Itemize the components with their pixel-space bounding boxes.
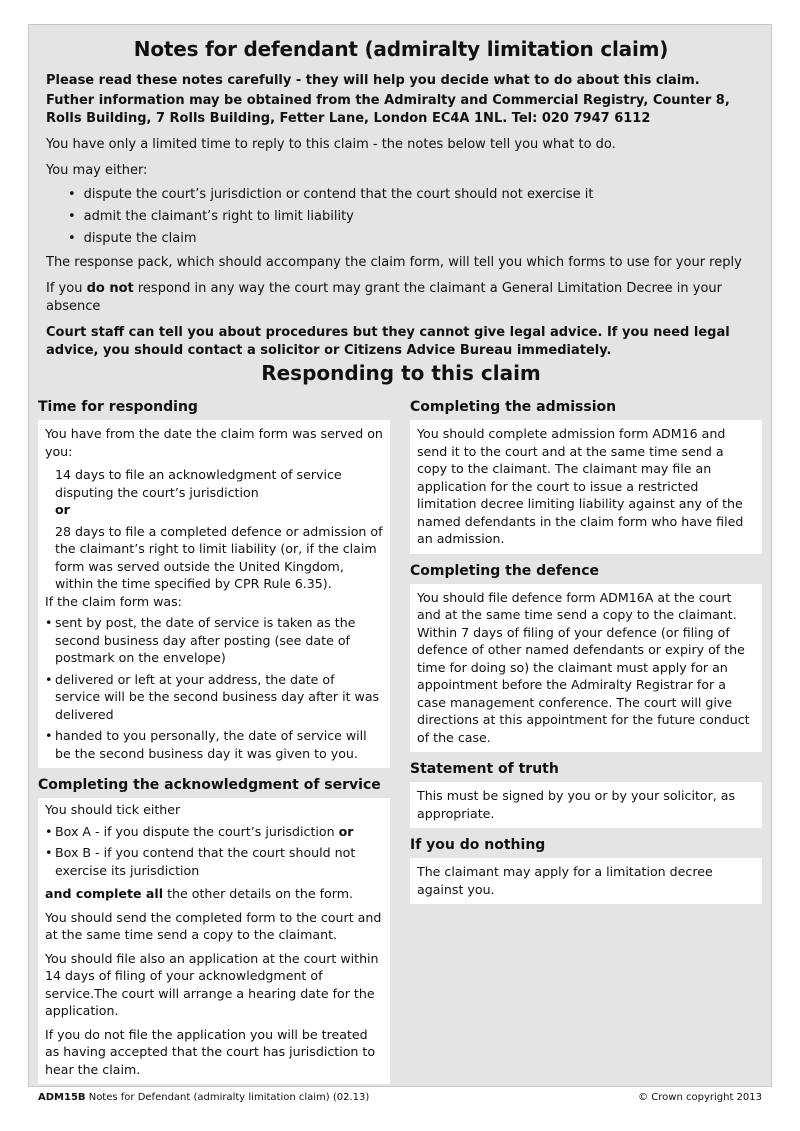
- defence-heading: Completing the defence: [410, 562, 600, 579]
- left-column: [38, 398, 390, 1092]
- further-info-text: Futher information may be obtained from the Admiralty and Commercial Registry, Counter 8, Rolls Building, 7 Rolls Building, Fetter Lane, London EC4A 1NL. Tel: 020 7947 6112: [46, 93, 730, 126]
- time-for-responding-heading: Time for responding: [38, 399, 198, 415]
- acknowledgment-box: [38, 798, 390, 1084]
- do-not-rest-text: respond in any way the court may grant the claimant a General Limitation Decree in your absence: [46, 281, 722, 314]
- right-column: [410, 398, 762, 912]
- read-notes-text: Please read these notes carefully - they will help you decide what to do about this claim.: [46, 73, 700, 88]
- service-method-item: • handed to you personally, the date of service will be the second business day it was given to you.: [45, 727, 383, 762]
- may-either-text: You may either:: [46, 163, 148, 178]
- box-options-list: [45, 823, 383, 880]
- if-you-text: If you: [46, 281, 87, 296]
- form-reference: [38, 1092, 369, 1103]
- copyright: © Crown copyright 2013: [638, 1092, 762, 1103]
- time-lead-text: You have from the date the claim form was served on you:: [45, 426, 383, 459]
- complete-all-text: [45, 885, 383, 903]
- send-form-text: You should send the completed form to the court and at the same time send a copy to the claimant.: [45, 909, 382, 942]
- options-list: [68, 186, 758, 248]
- response-pack-text: The response pack, which should accompany the claim form, will tell you which forms to use for your reply: [46, 255, 742, 270]
- option-item: • admit the claimant’s right to limit liability: [68, 208, 758, 226]
- do-nothing-box: [410, 858, 762, 904]
- statement-of-truth-text: This must be signed by you or by your solicitor, as appropriate.: [417, 788, 736, 821]
- defence-box: [410, 584, 762, 753]
- intro-section: [46, 72, 758, 368]
- admission-heading: Completing the admission: [410, 399, 617, 415]
- other-details-text: the other details on the form.: [163, 886, 353, 901]
- limited-time-text: You have only a limited time to reply to this claim - the notes below tell you what to do.: [46, 137, 616, 152]
- service-method-item: • delivered or left at your address, the date of service will be the second business day after it was delivered: [45, 671, 383, 724]
- responding-title: Responding to this claim: [261, 361, 541, 385]
- form-code: ADM15B: [38, 1092, 86, 1103]
- tick-either-text: You should tick either: [45, 802, 181, 817]
- statement-of-truth-box: [410, 782, 762, 828]
- box-b-item: • Box B - if you contend that the court should not exercise its jurisdiction: [45, 844, 383, 879]
- page-title: Notes for defendant (admiralty limitation claim): [133, 37, 669, 61]
- form-name: Notes for Defendant (admiralty limitation claim) (02.13): [85, 1092, 370, 1103]
- do-not-respond-text: [46, 280, 758, 316]
- box-a-item: [45, 823, 383, 841]
- legal-advice-text: Court staff can tell you about procedures but they cannot give legal advice. If you need legal advice, you should contact a solicitor or Citizens Advice Bureau immediately.: [46, 325, 730, 358]
- option-item: • dispute the court’s jurisdiction or contend that the court should not exercise it: [68, 186, 758, 204]
- if-served-text: If the claim form was:: [45, 593, 182, 609]
- admission-text: You should complete admission form ADM16 and send it to the court and at the same time send a copy to the claimant. The claimant may file an application for the court to issue a restricted limitation decree limiting liability against any of the named defendants in the claim form who have filed an admission.: [417, 426, 744, 546]
- time-for-responding-box: [38, 420, 390, 768]
- admission-box: [410, 420, 762, 554]
- defence-text: You should file defence form ADM16A at the court and at the same time send a copy to the claimant. Within 7 days of filing of your defence (or filing of defence of other named defendants or expiry of the time for doing so) the claimant must apply for an appointment before the Admiralty Registrar for a case management conference. The court will give directions at this appointment for the future conduct of the case.: [417, 589, 750, 745]
- statement-of-truth-heading: Statement of truth: [410, 761, 559, 777]
- page-footer: [38, 1092, 762, 1103]
- time-options: [55, 466, 383, 593]
- service-methods-list: [45, 614, 383, 762]
- box-a-text: Box A - if you dispute the court’s jurisdiction: [55, 823, 339, 839]
- not-file-text: If you do not file the application you will be treated as having accepted that the court has jurisdiction to hear the claim.: [45, 1026, 376, 1077]
- option-item: • dispute the claim: [68, 230, 758, 248]
- do-nothing-heading: If you do nothing: [410, 837, 546, 853]
- do-not-text: do not: [86, 281, 134, 296]
- and-complete-all-text: and complete all: [45, 886, 164, 901]
- file-application-text: You should file also an application at the court within 14 days of filing of your acknowledgment of service.The court will arrange a hearing date for the application.: [45, 950, 379, 1018]
- do-nothing-text: The claimant may apply for a limitation decree against you.: [417, 864, 713, 897]
- service-method-item: • sent by post, the date of service is taken as the second business day after posting (see date of postmark on the envelope): [45, 614, 383, 667]
- box-a-or-text: or: [338, 823, 354, 839]
- option1-text: 14 days to file an acknowledgment of service disputing the court’s jurisdiction: [55, 467, 342, 500]
- notes-page: [28, 24, 772, 1087]
- option2-text: 28 days to file a completed defence or admission of the claimant’s right to limit liability (or, if the claim form was served outside the United Kingdom, within the time specified by CPR Rule 6.35).: [55, 523, 383, 591]
- or-text: or: [55, 502, 70, 517]
- acknowledgment-heading: Completing the acknowledgment of service: [38, 777, 381, 793]
